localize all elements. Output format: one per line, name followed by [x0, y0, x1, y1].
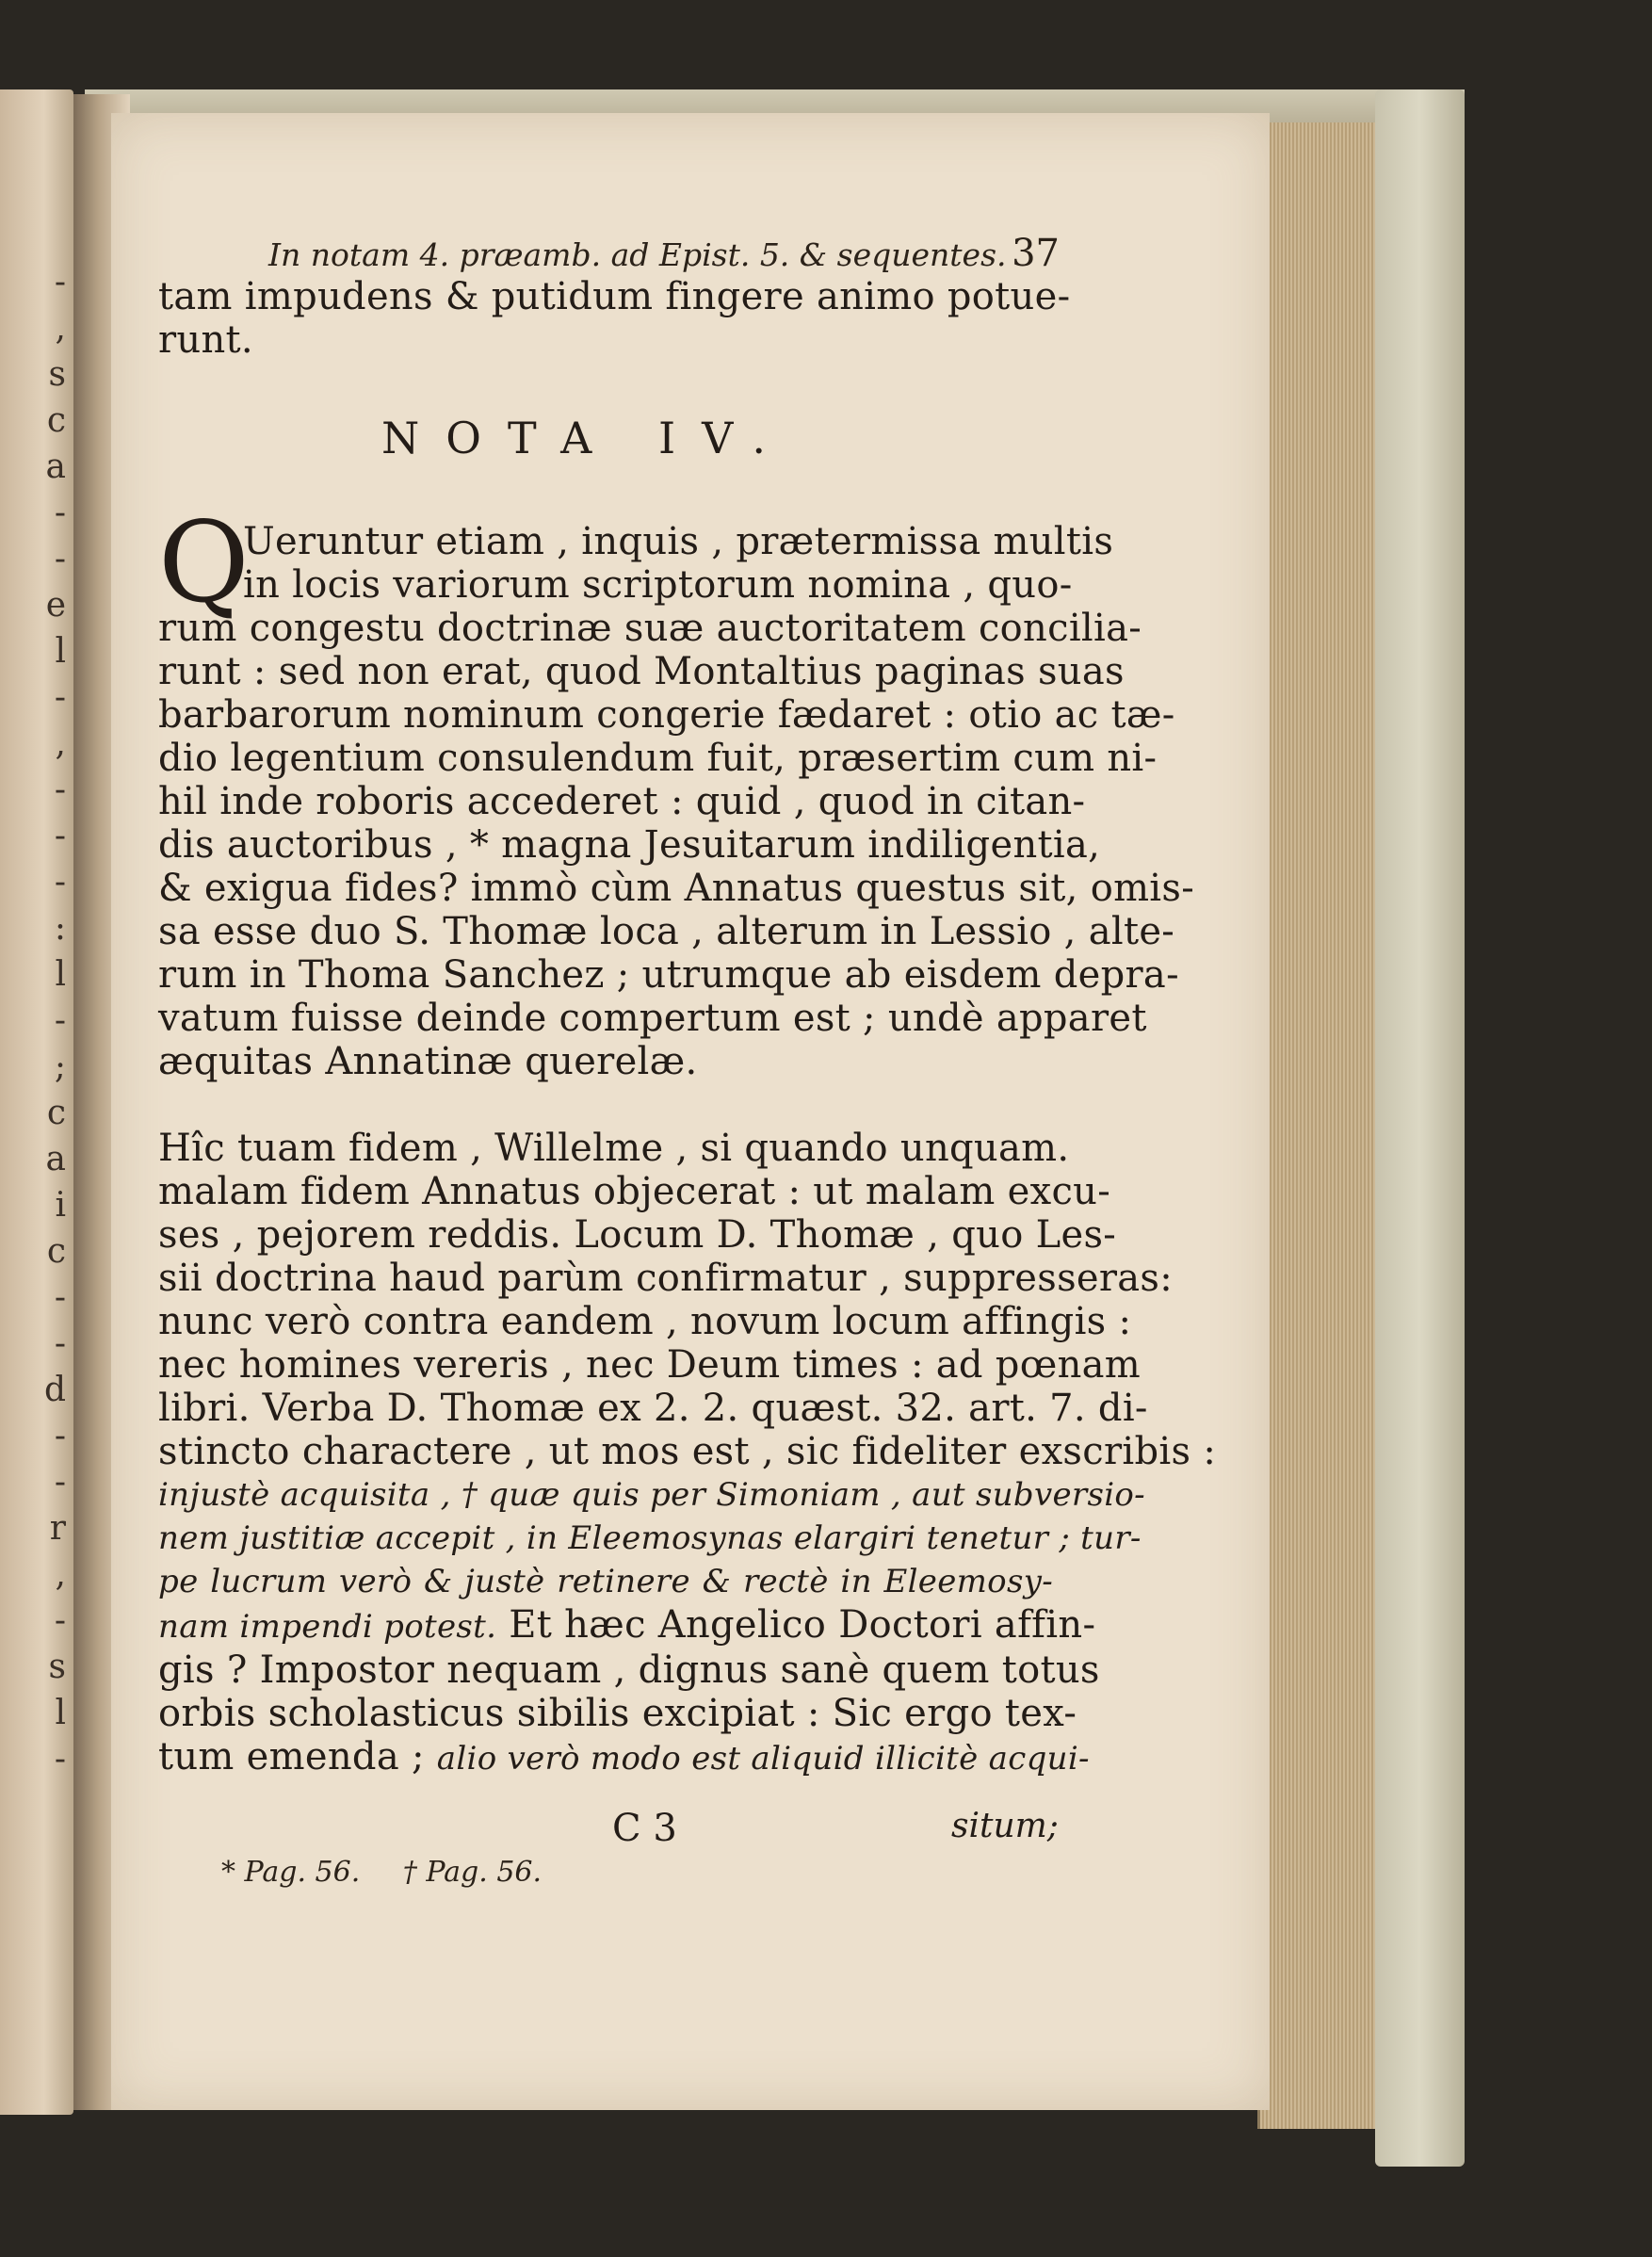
previous-page-line-end: -: [54, 1463, 66, 1502]
text-line: runt : sed non erat, quod Montaltius paginas suas: [158, 650, 1125, 693]
text-line: hil inde roboris accederet : quid , quod in citan-: [158, 780, 1086, 823]
previous-page-line-end: -: [54, 678, 66, 717]
roman-text: Et hæc Angelico Doctori affin-: [496, 1603, 1096, 1647]
text-line: vatum fuisse deinde compertum est ; undè apparet: [158, 997, 1147, 1040]
previous-page-line-end: c: [46, 1232, 66, 1271]
previous-page-line-end: ,: [55, 1555, 66, 1594]
para1-indented: [243, 520, 1114, 607]
para2-continued: [158, 1603, 1100, 1780]
text-line: rum in Thoma Sanchez ; utrumque ab eisdem depra-: [158, 953, 1179, 997]
previous-page-line-end: l: [55, 632, 66, 671]
previous-page-line-end: e: [45, 586, 66, 625]
section-heading: NOTA IV.: [381, 413, 792, 463]
italic-quote: [158, 1473, 1145, 1603]
text-line: gis ? Impostor nequam , dignus sanè quem totus: [158, 1648, 1100, 1692]
previous-page-line-end: ;: [54, 1047, 66, 1086]
text-line: sa esse duo S. Thomæ loca , alterum in Lessio , alte-: [158, 910, 1175, 953]
italic-text: alio verò modo est aliquid illicitè acqui-: [436, 1740, 1090, 1778]
previous-page-line-end: d: [43, 1371, 66, 1409]
running-head: [268, 232, 1060, 275]
previous-page-line-end: -: [54, 1601, 66, 1640]
text-line: dis auctoribus , * magna Jesuitarum indiligentia,: [158, 823, 1101, 867]
text-line: orbis scholasticus sibilis excipiat : Sic ergo tex-: [158, 1692, 1077, 1735]
text-line: ses , pejorem reddis. Locum D. Thomæ , quo Les-: [158, 1213, 1117, 1257]
previous-page-line-end: -: [54, 1417, 66, 1455]
para1-body: [158, 607, 1195, 1083]
text-line: libri. Verba D. Thomæ ex 2. 2. quæst. 32. art. 7. di-: [158, 1387, 1148, 1430]
previous-page-line-end: -: [54, 771, 66, 809]
previous-page-line-end: s: [48, 1648, 66, 1686]
top-text: [158, 275, 1071, 362]
previous-page-line-end: :: [54, 909, 66, 948]
drop-cap: Q: [158, 497, 250, 627]
previous-page-line-end: -: [54, 1324, 66, 1363]
text-line: Hîc tuam fidem , Willelme , si quando unquam.: [158, 1127, 1070, 1170]
italic-text: nam impendi potest.: [158, 1608, 497, 1646]
catchword: situm;: [951, 1807, 1059, 1845]
page-number: 37: [1012, 232, 1060, 275]
previous-page-line-end: -: [54, 1740, 66, 1778]
footnotes: [221, 1856, 575, 1889]
text-line: stincto charactere , ut mos est , sic fideliter exscribis :: [158, 1430, 1217, 1473]
italic-quote-line: injustè acquisita , † quæ quis per Simoniam , aut subversio-: [158, 1476, 1145, 1514]
previous-page-line-end: l: [55, 955, 66, 994]
book-cover-edge: [1375, 89, 1465, 2167]
footnote: * Pag. 56.: [221, 1856, 361, 1889]
text-line: nunc verò contra eandem , novum locum affingis :: [158, 1300, 1132, 1343]
previous-page-line-end: ,: [55, 309, 66, 348]
previous-page-line-end: -: [54, 1001, 66, 1040]
text-line: dio legentium consulendum fuit, præsertim cum ni-: [158, 737, 1158, 780]
italic-quote-line: pe lucrum verò & justè retinere & rectè in Eleemosy-: [158, 1563, 1053, 1600]
previous-page-line-end: a: [45, 1140, 66, 1178]
previous-page-line-end: a: [45, 447, 66, 486]
previous-page-line-end: -: [54, 263, 66, 301]
previous-page-line-end: s: [48, 355, 66, 394]
previous-page-line-end: ,: [55, 724, 66, 763]
text-line: [158, 1603, 1096, 1648]
text-line: barbarorum nominum congerie fædaret : otio ac tæ-: [158, 693, 1175, 737]
text-line: nec homines vereris , nec Deum times : ad pœnam: [158, 1343, 1142, 1387]
text-line: rum congestu doctrinæ suæ auctoritatem concilia-: [158, 607, 1142, 650]
text-line: sii doctrina haud parùm confirmatur , suppresseras:: [158, 1257, 1174, 1300]
text-line: malam fidem Annatus objecerat : ut malam excu-: [158, 1170, 1111, 1213]
text-line: tam impudens & putidum fingere animo potue-: [158, 275, 1071, 318]
previous-page-line-ends: [28, 259, 66, 1782]
italic-quote-line: nem justitiæ accepit , in Eleemosynas elargiri tenetur ; tur-: [158, 1519, 1142, 1557]
previous-page-line-end: c: [46, 1094, 66, 1132]
previous-page-line-end: l: [55, 1694, 66, 1732]
text-line: & exigua fides? immò cùm Annatus questus sit, omis-: [158, 867, 1195, 910]
previous-page-edge: [0, 89, 73, 2115]
text-line: runt.: [158, 318, 253, 362]
text-line: in locis variorum scriptorum nomina , quo-: [243, 563, 1073, 607]
previous-page-line-end: c: [46, 401, 66, 440]
signature-mark: C 3: [612, 1807, 677, 1850]
previous-page-line-end: r: [49, 1509, 66, 1548]
previous-page-line-end: -: [54, 494, 66, 532]
text-line: Ueruntur etiam , inquis , prætermissa multis: [243, 520, 1114, 563]
previous-page-line-end: -: [54, 863, 66, 901]
text-line: [158, 1735, 1090, 1780]
previous-page-line-end: -: [54, 1278, 66, 1317]
previous-page-line-end: i: [55, 1186, 66, 1225]
previous-page-line-end: -: [54, 817, 66, 855]
footnote: † Pag. 56.: [402, 1856, 543, 1889]
para2-body: [158, 1127, 1217, 1473]
previous-page-line-end: -: [54, 540, 66, 578]
text-line: æquitas Annatinæ querelæ.: [158, 1040, 698, 1083]
roman-text: tum emenda ;: [158, 1735, 437, 1778]
running-head-title: In notam 4. præamb. ad Epist. 5. & sequentes.: [268, 236, 1007, 273]
